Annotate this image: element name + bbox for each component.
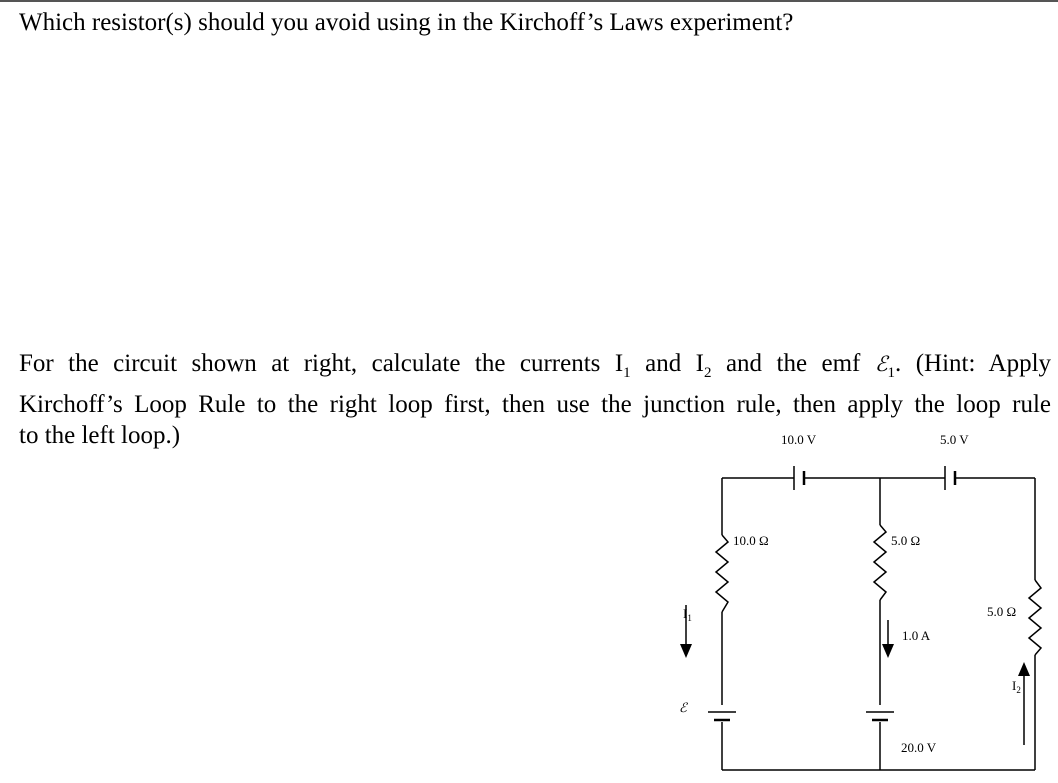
resistor-left-symbol [716, 535, 728, 612]
label-current-i2: $I_2$ [1012, 678, 1021, 695]
question-2-line-1: For the circuit shown at right, calculate the currents $I_1$ and $I_2$ and the emf ℰ$_1$. (Hint: Apply [19, 350, 1052, 381]
circuit-diagram [660, 425, 1058, 783]
label-current-i1: $I_1$ [683, 606, 692, 623]
label-resistor-10-ohm: 10.0 Ω [733, 533, 769, 548]
label-battery-10v: 10.0 V [781, 432, 817, 447]
question-2-line-3: to the left loop.) [19, 422, 181, 449]
current-arrow-middle-head [882, 644, 894, 658]
resistor-middle-symbol [874, 525, 886, 600]
current-arrow-left-head [680, 644, 692, 658]
question-1-text: Which resistor(s) should you avoid using in the Kirchoff’s Laws experiment? [19, 9, 794, 36]
label-battery-5v: 5.0 V [940, 432, 969, 447]
label-resistor-middle-5-ohm: 5.0 Ω [891, 533, 921, 548]
label-battery-20v: 20.0 V [901, 740, 937, 755]
label-current-1a: 1.0 A [902, 628, 931, 643]
emf-symbol: ℰ [874, 352, 888, 376]
label-resistor-right-5-ohm: 5.0 Ω [987, 604, 1017, 619]
question-2-line-2: Kirchoff’s Loop Rule to the right loop first, then use the junction rule, then apply the loop rule [19, 391, 1051, 418]
resistor-right-symbol [1029, 580, 1041, 655]
label-emf-symbol: ℰ [679, 700, 687, 715]
current-arrow-right-head [1018, 662, 1030, 676]
top-border [0, 0, 1058, 2]
